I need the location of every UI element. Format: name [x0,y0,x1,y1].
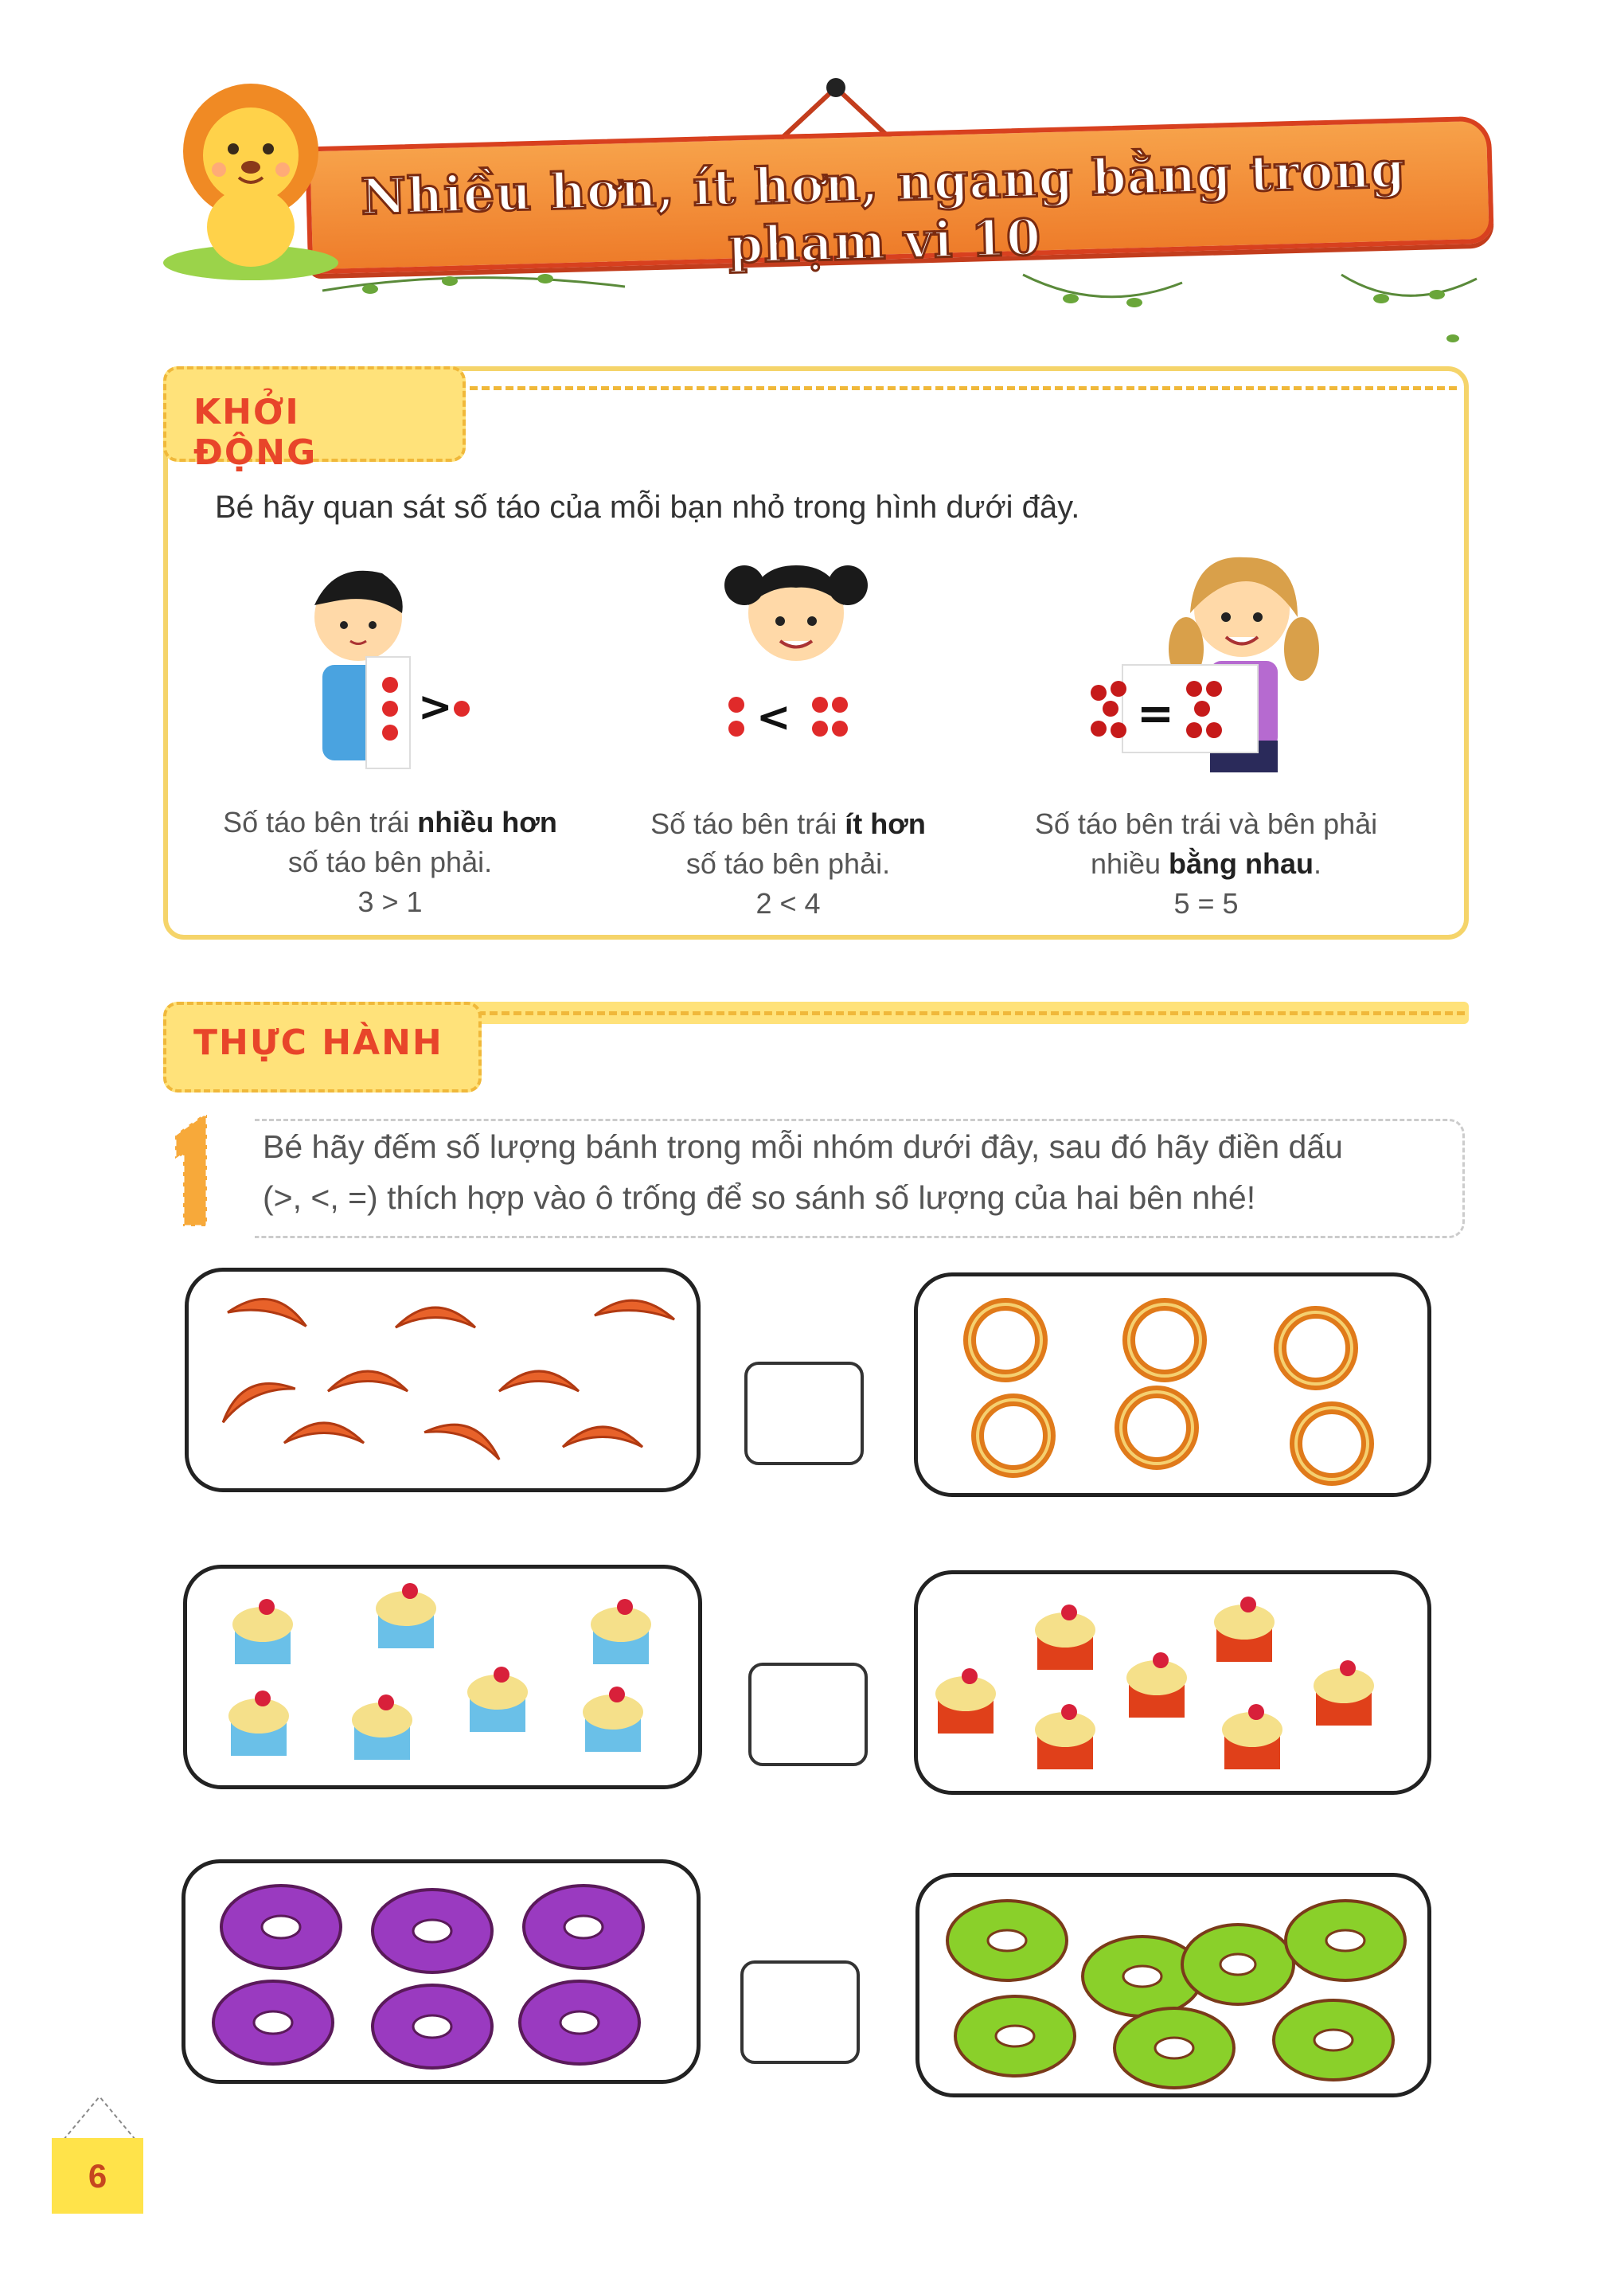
exercise-instruction [255,1119,1465,1238]
pretzel-group [918,1276,1427,1493]
caption-equal-post: . [1314,847,1322,880]
sign-equal: = [1137,688,1174,740]
warmup-tag: KHỞI ĐỘNG [163,366,466,462]
page-number-hanger [56,2090,143,2142]
warmup-instruction: Bé hãy quan sát số táo của mỗi bạn nhỏ trong hình dưới đây. [215,490,1080,525]
exercise-instruction-line2: (>, <, =) thích hợp vào ô trống để so sánh số lượng của hai bên nhé! [263,1179,1256,1216]
caption-less-text: Số táo bên trái [650,807,845,840]
answer-box-2[interactable] [748,1663,868,1766]
sign-less: < [756,694,791,741]
answer-box-3[interactable] [740,1960,860,2064]
caption-more-bold: nhiều hơn [417,806,557,838]
caption-equal [1007,804,1405,924]
warmup-dashline [470,386,1457,390]
page-number: 6 [52,2138,143,2214]
caption-less-line2: số táo bên phải. [685,847,891,880]
croissant-group [189,1272,697,1488]
girl-with-apples-illustration [701,549,892,764]
purple-donut-group-panel [182,1859,701,2084]
lion-icon [147,76,354,283]
caption-equal-bold: bằng nhau [1169,847,1314,880]
sign-greater: > [418,683,453,731]
pretzel-group-panel [914,1272,1431,1497]
practice-tag: THỰC HÀNH [163,1002,482,1093]
caption-equal-expr: 5 = 5 [1173,887,1239,920]
croissant-group-panel [185,1268,701,1492]
vines-decoration [306,267,1501,378]
blue-cupcake-group [187,1569,698,1785]
caption-more [191,803,589,922]
caption-more-expr: 3 > 1 [357,885,423,918]
exercise-instruction-line1: Bé hãy đếm số lượng bánh trong mỗi nhóm dưới đây, sau đó hãy điền dấu [263,1128,1343,1165]
blue-cupcake-group-panel [183,1565,702,1789]
caption-less [589,804,987,924]
caption-equal-pre: nhiều [1090,847,1169,880]
answer-box-1[interactable] [744,1362,864,1465]
title-banner [147,76,1493,362]
exercise-number-badge [159,1111,223,1230]
caption-more-text: Số táo bên trái [223,806,418,838]
caption-more-line2: số táo bên phải. [287,846,493,878]
caption-equal-line1: Số táo bên trái và bên phải [1034,807,1378,840]
boy-with-apples-illustration [287,557,494,780]
page-title: Nhiều hơn, ít hơn, ngang bằng trong phạm vi 10 [360,140,1407,275]
red-cupcake-group [918,1574,1427,1791]
purple-donut-group [185,1863,697,2080]
red-cupcake-group-panel [914,1570,1431,1795]
green-donut-group [919,1877,1427,2093]
caption-less-expr: 2 < 4 [755,887,821,920]
caption-less-bold: ít hơn [845,807,926,840]
girl-with-pigtails-illustration [1075,545,1345,784]
green-donut-group-panel [915,1873,1431,2097]
practice-dashline [478,1011,1465,1015]
title-board [305,116,1494,275]
